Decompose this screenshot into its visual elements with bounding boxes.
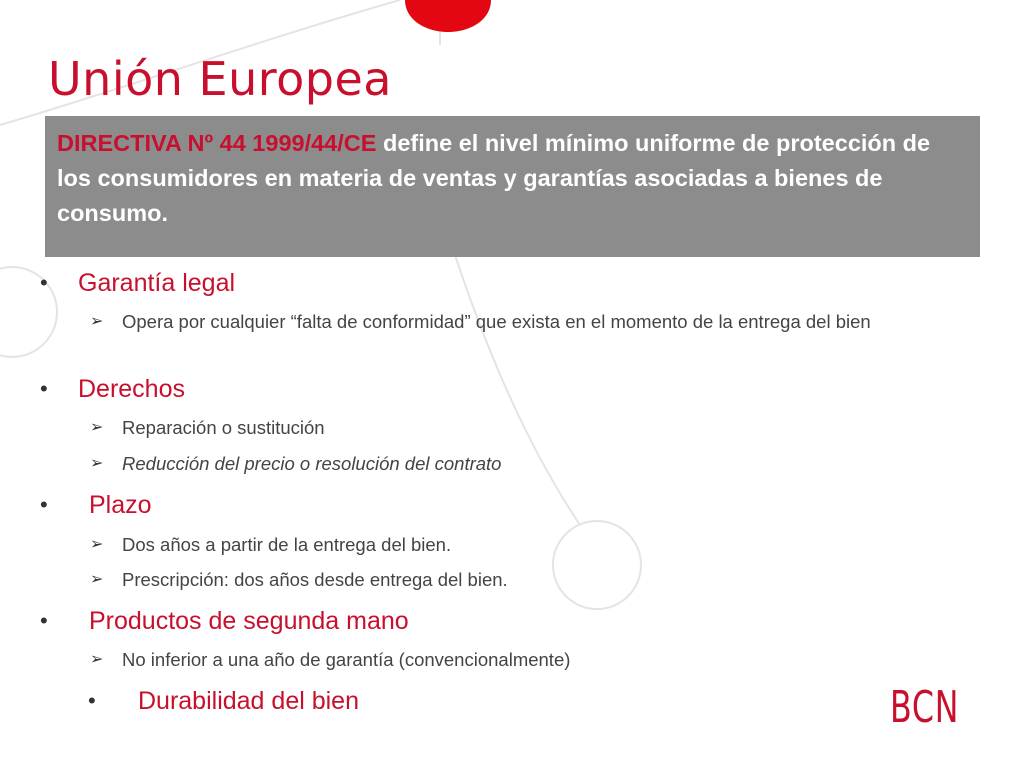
sub-item-text: Reparación o sustitución [122, 417, 325, 438]
arrow-bullet-icon: ➢ [90, 536, 104, 553]
item-label: Plazo [89, 491, 152, 519]
arrow-bullet-icon: ➢ [90, 651, 104, 668]
sub-item-text: Dos años a partir de la entrega del bien. [122, 534, 452, 555]
sub-item [90, 309, 990, 335]
bullet-icon: • [88, 688, 96, 713]
directive-box [45, 116, 980, 257]
sub-item-text: Reducción del precio o resolución del contrato [122, 453, 502, 474]
directive-text: define el nivel mínimo uniforme de protección de los consumidores en materia de ventas y garantías asociadas a bienes de consumo. [57, 130, 931, 226]
sub-item [90, 451, 990, 477]
bcn-logo: BCN [890, 682, 960, 733]
directive-code: DIRECTIVA Nº 44 1999/44/CE [57, 130, 377, 156]
bullet-icon: • [40, 270, 48, 295]
sub-item-text: Opera por cualquier “falta de conformidad” que exista en el momento de la entrega del bien [122, 311, 871, 332]
item-label: Productos de segunda mano [89, 607, 409, 635]
item-label: Garantía legal [78, 269, 236, 297]
sub-item [90, 567, 990, 593]
sub-item-text: No inferior a una año de garantía (convencionalmente) [122, 649, 571, 670]
arrow-bullet-icon: ➢ [90, 455, 104, 472]
arrow-bullet-icon: ➢ [90, 419, 104, 436]
arrow-bullet-icon: ➢ [90, 571, 104, 588]
item-label: Derechos [78, 375, 185, 403]
sub-item-text: Prescripción: dos años desde entrega del bien. [122, 569, 508, 590]
slide-title: Unión Europea [48, 52, 392, 106]
bullet-icon: • [40, 608, 48, 633]
sub-item [90, 415, 990, 441]
sub-item [90, 532, 990, 558]
arrow-bullet-icon: ➢ [90, 313, 104, 330]
bullet-icon: • [40, 376, 48, 401]
sub-item [90, 647, 990, 673]
bullet-icon: • [40, 492, 48, 517]
item-label: Durabilidad del bien [138, 687, 359, 715]
